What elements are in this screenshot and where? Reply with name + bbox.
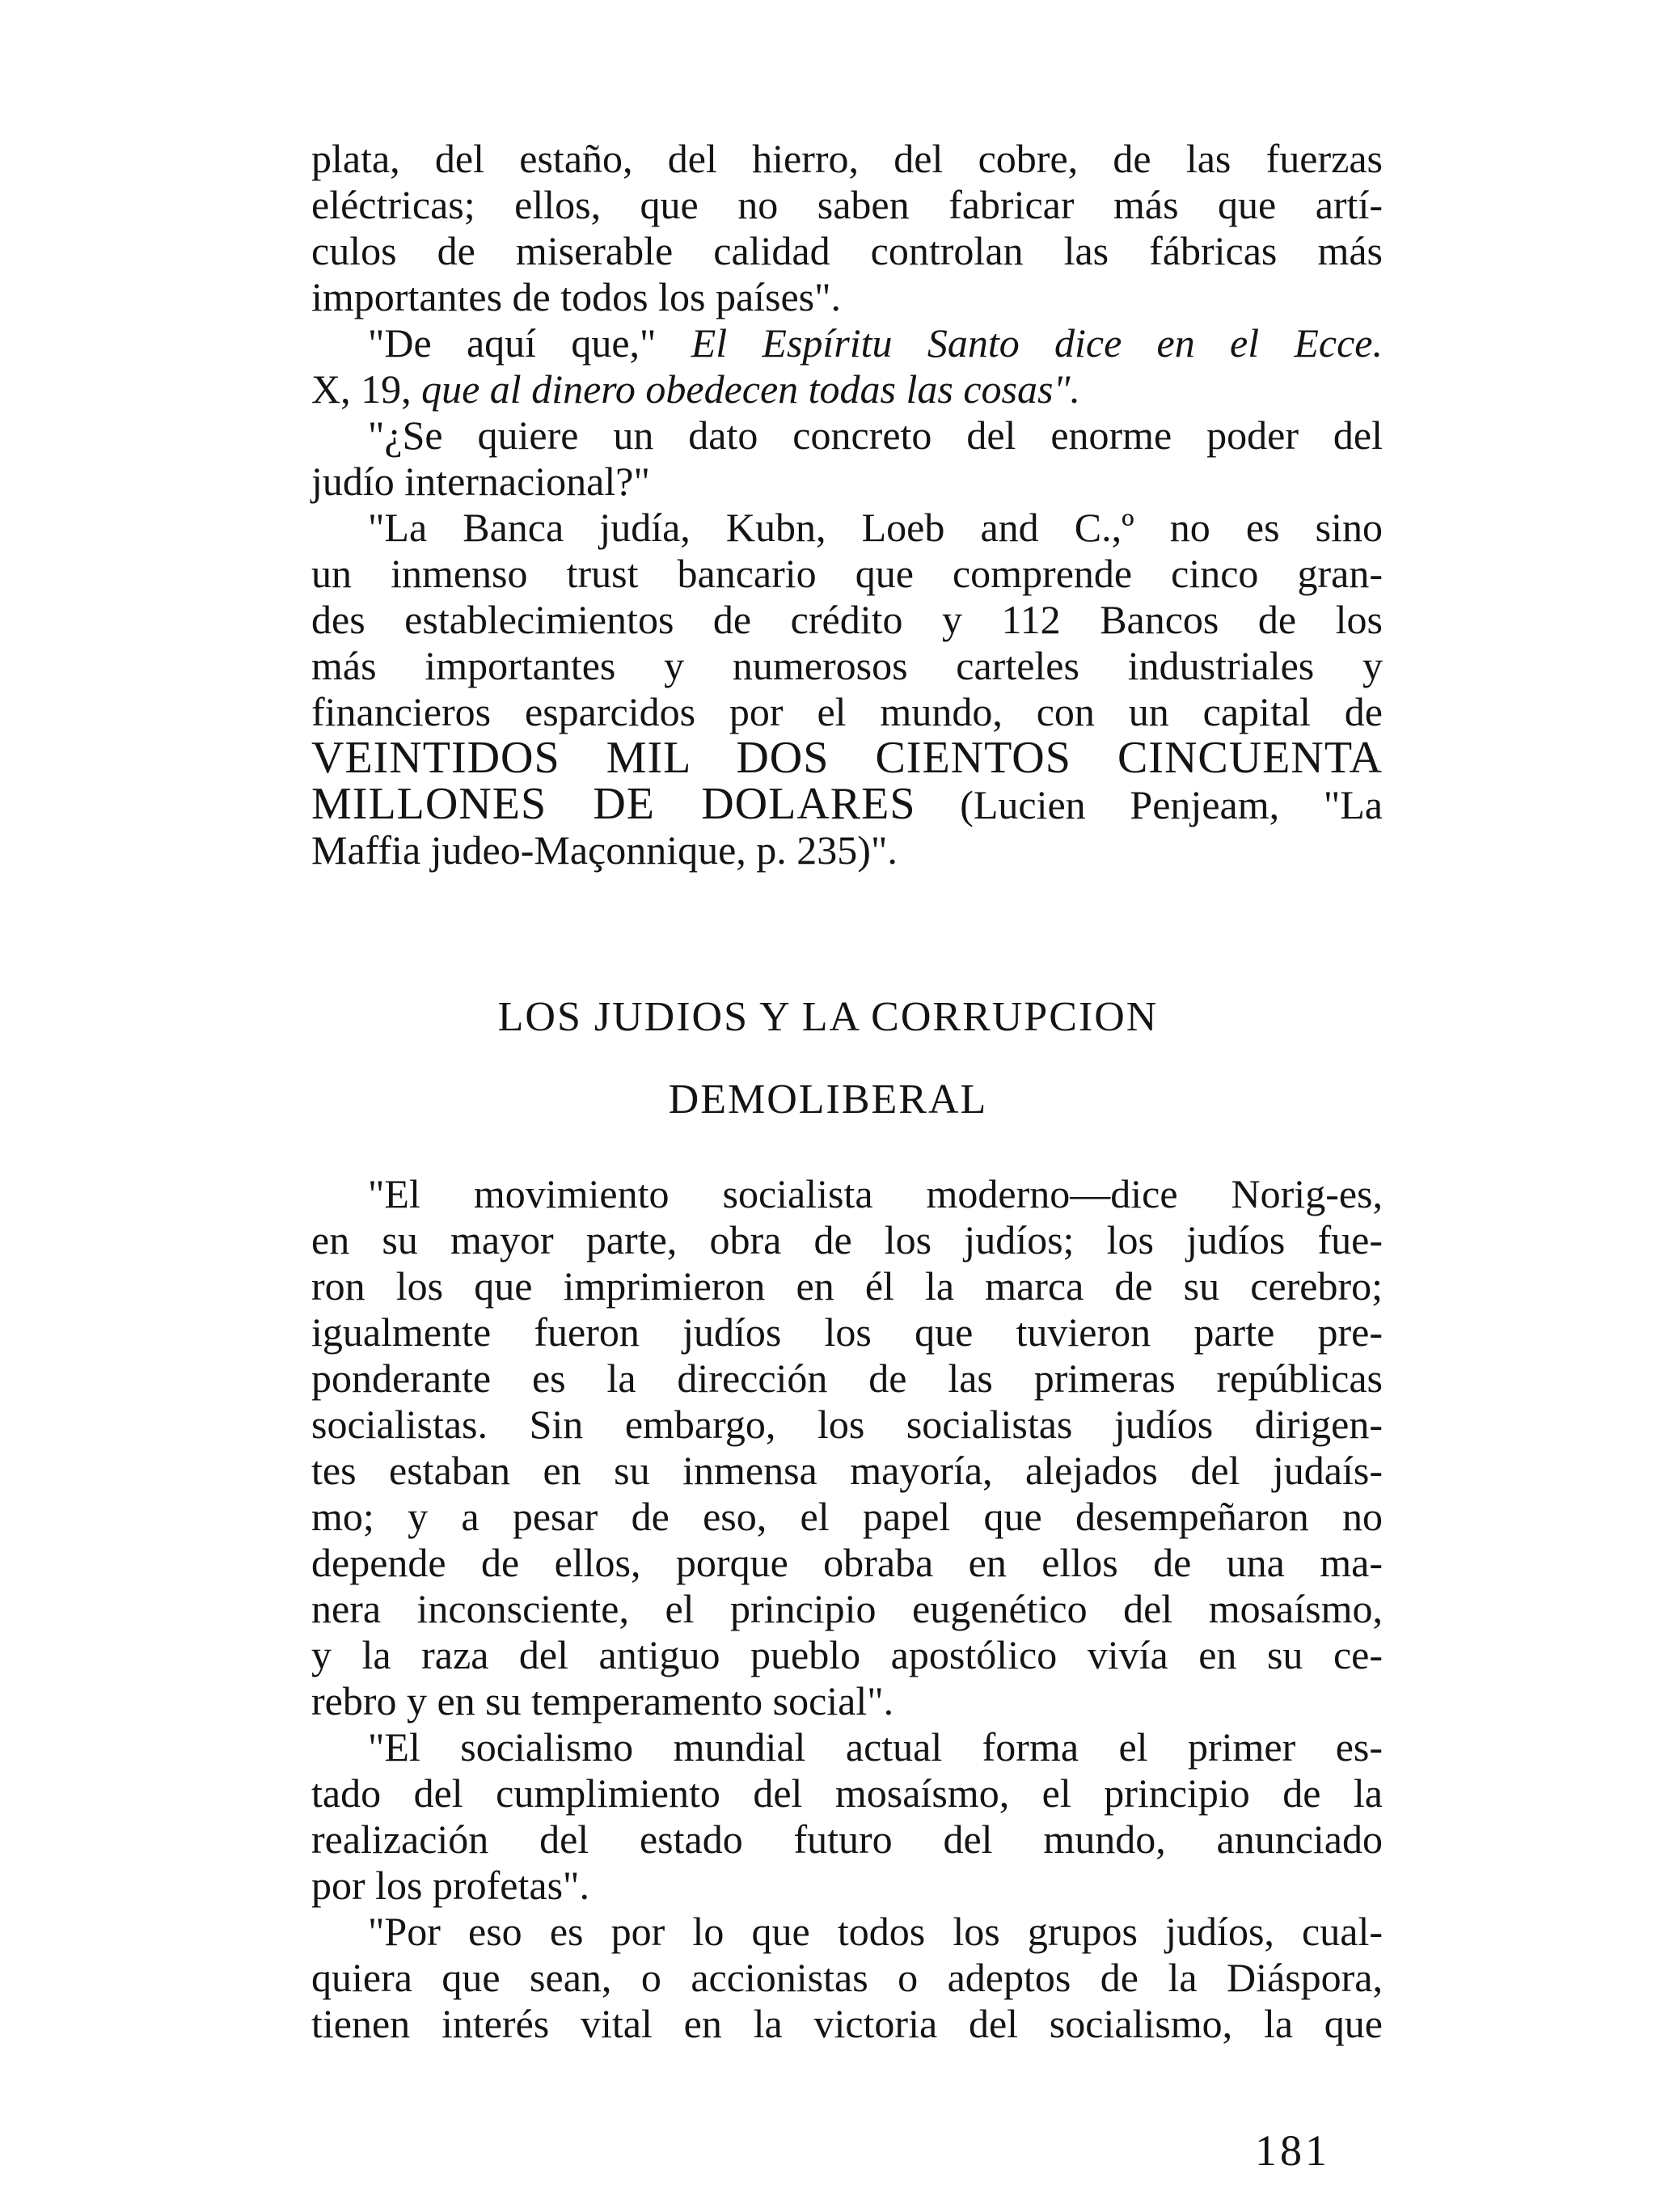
text-line: "El movimiento socialista moderno—dice Norig-es,: [368, 1171, 1383, 1216]
text-line: rebro y en su temperamento social".: [311, 1678, 894, 1723]
text-line: en su mayor parte, obra de los judíos; los judíos fue-: [311, 1217, 1383, 1262]
text-line: y la raza del antiguo pueblo apostólico vivía en su ce-: [311, 1632, 1383, 1677]
text-run: X, 19,: [311, 366, 422, 412]
text-line: quiera que sean, o accionistas o adeptos de la Diáspora,: [311, 1955, 1383, 2000]
top-text-block: [311, 136, 1383, 873]
italic-quote: El Espíritu Santo dice en el Ecce.: [691, 320, 1383, 366]
text-line: un inmenso trust bancario que comprende cinco gran-: [311, 551, 1383, 596]
text-run: "De aquí que,": [368, 320, 691, 366]
text-line: financieros esparcidos por el mundo, con un capital de: [311, 689, 1383, 734]
text-line: tes estaban en su inmensa mayoría, alejados del judaís-: [311, 1448, 1383, 1493]
text-run: MILLONES DE DOLARES: [311, 779, 916, 829]
text-line: ponderante es la dirección de las primeras repúblicas: [311, 1356, 1383, 1401]
section-heading: LOS JUDIOS Y LA CORRUPCION: [497, 994, 1159, 1040]
text-line: por los profetas".: [311, 1863, 589, 1908]
text-line: plata, del estaño, del hierro, del cobre, de las fuerzas: [311, 136, 1383, 181]
text-line: "Por eso es por lo que todos los grupos judíos, cual-: [368, 1909, 1383, 1954]
page-number: 181: [1255, 2126, 1330, 2175]
text-line: más importantes y numerosos carteles industriales y: [311, 643, 1383, 688]
text-line: judío internacional?": [311, 459, 650, 504]
section-heading-continued: DEMOLIBERAL: [668, 1076, 988, 1123]
text-line: "La Banca judía, Kubn, Loeb and C.,º no es sino: [368, 505, 1383, 550]
text-line: importantes de todos los países".: [311, 274, 842, 319]
text-run: (Lucien Penjeam, "La: [915, 782, 1383, 827]
text-line: [311, 320, 1383, 366]
text-line: Maffia judeo-Maçonnique, p. 235)".: [311, 827, 898, 873]
text-line: "El socialismo mundial actual forma el primer es-: [368, 1724, 1383, 1770]
text-line: [311, 366, 1383, 412]
text-line: des establecimientos de crédito y 112 Bancos de los: [311, 597, 1383, 642]
text-line: VEINTIDOS MIL DOS CIENTOS CINCUENTA: [311, 733, 1383, 783]
text-line: ron los que imprimieron en él la marca de su cerebro;: [311, 1263, 1383, 1309]
bottom-text-block: [311, 1171, 1383, 2047]
text-line: eléctricas; ellos, que no saben fabricar más que artí-: [311, 182, 1383, 227]
text-line: mo; y a pesar de eso, el papel que desempeñaron no: [311, 1494, 1383, 1539]
text-line: nera inconsciente, el principio eugenético del mosaísmo,: [311, 1586, 1383, 1631]
text-line: tienen interés vital en la victoria del socialismo, la que: [311, 2001, 1383, 2046]
text-line: "¿Se quiere un dato concreto del enorme poder del: [368, 412, 1383, 458]
text-line: realización del estado futuro del mundo, anunciado: [311, 1817, 1383, 1862]
text-line: [311, 781, 1383, 827]
text-line: socialistas. Sin embargo, los socialistas judíos dirigen-: [311, 1402, 1383, 1447]
text-line: igualmente fueron judíos los que tuvieron parte pre-: [311, 1309, 1383, 1355]
text-line: tado del cumplimiento del mosaísmo, el principio de la: [311, 1770, 1383, 1816]
italic-quote: que al dinero obedecen todas las cosas".: [421, 366, 1080, 412]
text-line: culos de miserable calidad controlan las fábricas más: [311, 228, 1383, 273]
text-line: depende de ellos, porque obraba en ellos de una ma-: [311, 1540, 1383, 1585]
